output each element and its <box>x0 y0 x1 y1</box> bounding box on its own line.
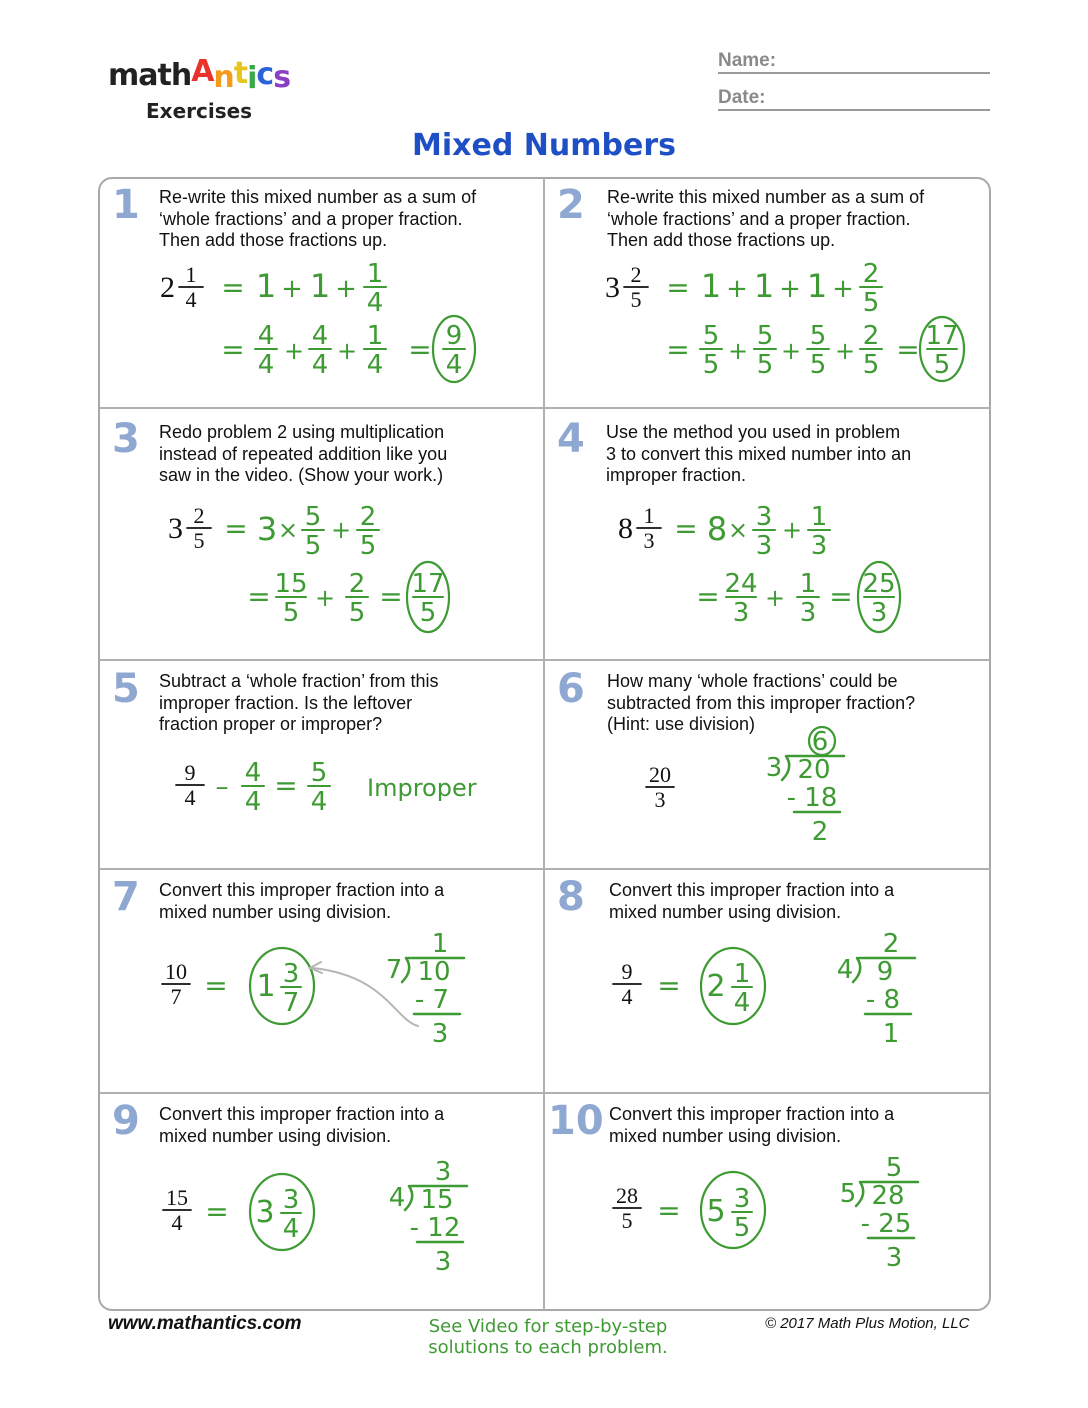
work-text: = <box>247 580 271 613</box>
work-text: 8 <box>706 510 728 548</box>
problem-number-8: 8 <box>557 874 585 920</box>
fraction-denominator: 4 <box>171 1210 183 1235</box>
work-text: 1 <box>256 969 276 1004</box>
divisor: 7 <box>385 955 403 985</box>
fraction-denominator: 7 <box>170 984 182 1009</box>
division-bracket <box>782 756 789 780</box>
problem-text-9: Convert this improper fraction into a mixed number using division. <box>159 1104 445 1146</box>
work-text: 3 <box>256 510 278 548</box>
divisor: 3 <box>765 753 783 783</box>
work-text: 3 <box>255 1195 275 1230</box>
fraction-denominator: 5 <box>756 350 774 380</box>
work-text: = <box>674 512 698 545</box>
work-text: + <box>330 516 352 544</box>
divisor: 4 <box>388 1183 406 1213</box>
brand-letter: s <box>273 60 291 95</box>
division-bracket <box>405 1186 412 1210</box>
fraction-denominator: 3 <box>643 528 655 553</box>
work-text: = <box>274 769 298 802</box>
fraction-numerator: 17 <box>411 569 445 599</box>
fraction-denominator: 4 <box>366 288 384 318</box>
problem-text-3: Redo problem 2 using multiplication instead of repeated addition like you saw in the video. (Show your work.) <box>159 422 448 485</box>
brand-letter: n <box>213 60 234 95</box>
fraction-numerator: 4 <box>244 758 262 788</box>
fraction-denominator: 5 <box>630 287 642 312</box>
work-text: + <box>834 337 856 365</box>
fraction-denominator: 5 <box>359 531 377 561</box>
remainder: 3 <box>431 1019 449 1049</box>
page-title: Mixed Numbers <box>412 128 676 163</box>
fraction-numerator: 4 <box>257 321 275 351</box>
divisor: 4 <box>836 955 854 985</box>
fraction-numerator: 1 <box>810 502 828 532</box>
problem-number-7: 7 <box>112 874 140 920</box>
fraction-numerator: 5 <box>310 758 328 788</box>
work-text: + <box>335 274 357 304</box>
quotient: 5 <box>885 1153 903 1183</box>
work-text: = <box>666 271 690 304</box>
dividend: 9 <box>876 957 894 987</box>
quotient: 6 <box>811 727 829 757</box>
given-whole: 8 <box>618 512 633 545</box>
fraction-numerator: 9 <box>184 760 196 785</box>
problem-text-8: Convert this improper fraction into a mixed number using division. <box>609 880 895 922</box>
subtrahend: - 18 <box>786 783 838 813</box>
fraction-numerator: 15 <box>166 1185 188 1210</box>
fraction-denominator: 3 <box>732 598 750 628</box>
brand-math: math <box>108 58 192 93</box>
work-text: 1 <box>700 267 722 305</box>
fraction-denominator: 5 <box>282 598 300 628</box>
fraction-denominator: 5 <box>809 350 827 380</box>
work-text: × <box>277 516 299 544</box>
work-text: = <box>224 512 248 545</box>
problem-number-5: 5 <box>112 666 140 712</box>
fraction-numerator: 2 <box>862 321 880 351</box>
fraction-denominator: 4 <box>282 1214 300 1244</box>
fraction-numerator: 10 <box>165 959 187 984</box>
work-text: 1 <box>255 267 277 305</box>
fraction-numerator: 17 <box>925 321 959 351</box>
fraction-numerator: 2 <box>193 503 205 528</box>
problem-number-6: 6 <box>557 666 585 712</box>
fraction-numerator: 9 <box>445 321 463 351</box>
work-text: = <box>896 333 920 366</box>
division-bracket <box>402 958 409 982</box>
remainder: 2 <box>811 817 829 847</box>
problem-number-3: 3 <box>112 416 140 462</box>
fraction-denominator: 4 <box>311 350 329 380</box>
work-text: = <box>666 333 690 366</box>
fraction-numerator: 15 <box>274 569 308 599</box>
fraction-numerator: 1 <box>799 569 817 599</box>
fraction-denominator: 5 <box>348 598 366 628</box>
work-text: 1 <box>806 267 828 305</box>
work-text: = <box>221 271 245 304</box>
fraction-denominator: 5 <box>193 528 205 553</box>
fraction-numerator: 2 <box>630 262 642 287</box>
date-label: Date: <box>718 87 766 108</box>
work-text: 1 <box>309 267 331 305</box>
fraction-numerator: 1 <box>366 321 384 351</box>
problem-text-10: Convert this improper fraction into a mixed number using division. <box>609 1104 895 1146</box>
problem-text-5: Subtract a ‘whole fraction’ from this improper fraction. Is the leftover fraction proper or improper? <box>159 671 439 734</box>
fraction-numerator: 2 <box>862 259 880 289</box>
problem-text-2: Re-write this mixed number as a sum of ‘whole fractions’ and a proper fraction. Then add those fractions up. <box>607 187 925 250</box>
work-text: = <box>657 969 681 1002</box>
fraction-denominator: 5 <box>304 531 322 561</box>
fraction-numerator: 2 <box>359 502 377 532</box>
footer-url[interactable]: www.mathantics.com <box>108 1313 302 1334</box>
work-text: 2 <box>706 969 726 1004</box>
problem-text-6: How many ‘whole fractions’ could be subtracted from this improper fraction? (Hint: use division) <box>607 671 916 734</box>
subtrahend: - 8 <box>865 985 901 1015</box>
problem-text-1: Re-write this mixed number as a sum of ‘whole fractions’ and a proper fraction. Then add those fractions up. <box>159 187 477 250</box>
problem-number-9: 9 <box>112 1098 140 1144</box>
problem-number-2: 2 <box>557 182 585 228</box>
footer-copyright: © 2017 Math Plus Motion, LLC <box>765 1315 970 1332</box>
work-text: + <box>764 584 786 612</box>
work-text: + <box>283 337 305 365</box>
subtrahend: - 12 <box>409 1213 461 1243</box>
work-text: – <box>215 772 229 802</box>
problem-number-4: 4 <box>557 416 585 462</box>
fraction-numerator: 24 <box>724 569 758 599</box>
fraction-denominator: 4 <box>257 350 275 380</box>
brand-letter: t <box>233 56 248 91</box>
work-text: = <box>204 969 228 1002</box>
fraction-numerator: 1 <box>643 503 655 528</box>
work-text: + <box>281 274 303 304</box>
given-whole: 3 <box>605 271 620 304</box>
footer-note: See Video for step-by-step solutions to each problem. <box>428 1316 668 1358</box>
dividend: 10 <box>417 957 451 987</box>
brand-subtitle: Exercises <box>146 99 253 123</box>
work-text: + <box>780 337 802 365</box>
remainder: 3 <box>434 1247 452 1277</box>
fraction-numerator: 2 <box>348 569 366 599</box>
work-text: = <box>829 580 853 613</box>
fraction-numerator: 20 <box>649 762 671 787</box>
fraction-denominator: 5 <box>933 350 951 380</box>
given-whole: 3 <box>168 512 183 545</box>
name-label: Name: <box>718 50 777 71</box>
fraction-numerator: 5 <box>756 321 774 351</box>
work-text: = <box>408 333 432 366</box>
fraction-numerator: 5 <box>702 321 720 351</box>
division-bracket <box>853 958 860 982</box>
fraction-numerator: 3 <box>733 1184 751 1214</box>
remainder: 3 <box>885 1243 903 1273</box>
divisor: 5 <box>839 1179 857 1209</box>
subtrahend: - 7 <box>414 985 450 1015</box>
fraction-denominator: 4 <box>244 787 262 817</box>
answer-word: Improper <box>367 774 477 802</box>
fraction-denominator: 4 <box>366 350 384 380</box>
fraction-denominator: 4 <box>185 287 197 312</box>
division-bracket <box>856 1182 863 1206</box>
dividend: 28 <box>871 1181 905 1211</box>
fraction-denominator: 4 <box>733 988 751 1018</box>
fraction-numerator: 1 <box>366 259 384 289</box>
work-text: + <box>781 516 803 544</box>
work-text: = <box>221 333 245 366</box>
fraction-numerator: 3 <box>755 502 773 532</box>
problem-number-10: 10 <box>548 1098 604 1144</box>
work-text: × <box>727 516 749 544</box>
fraction-denominator: 3 <box>654 787 666 812</box>
fraction-numerator: 3 <box>282 1185 300 1215</box>
fraction-denominator: 5 <box>702 350 720 380</box>
work-text: = <box>696 580 720 613</box>
work-text: + <box>336 337 358 365</box>
problem-number-1: 1 <box>112 182 140 228</box>
fraction-denominator: 3 <box>870 598 888 628</box>
fraction-denominator: 5 <box>621 1208 633 1233</box>
fraction-numerator: 5 <box>304 502 322 532</box>
work-text: + <box>314 584 336 612</box>
brand-letter: A <box>191 54 214 89</box>
subtrahend: - 25 <box>860 1209 912 1239</box>
dividend: 15 <box>420 1185 454 1215</box>
fraction-denominator: 4 <box>310 787 328 817</box>
brand-letter: c <box>256 57 274 92</box>
fraction-denominator: 7 <box>282 988 300 1018</box>
problem-text-4: Use the method you used in problem 3 to convert this mixed number into an improper fraction. <box>606 422 912 485</box>
given-whole: 2 <box>160 271 175 304</box>
work-text: 1 <box>753 267 775 305</box>
work-text: 5 <box>706 1194 726 1229</box>
fraction-denominator: 5 <box>862 350 880 380</box>
fraction-denominator: 5 <box>733 1213 751 1243</box>
brand-letter: i <box>247 61 257 96</box>
quotient: 1 <box>431 929 449 959</box>
work-text: = <box>657 1194 681 1227</box>
fraction-denominator: 3 <box>799 598 817 628</box>
fraction-numerator: 5 <box>809 321 827 351</box>
problem-text-7: Convert this improper fraction into a mixed number using division. <box>159 880 445 922</box>
fraction-numerator: 3 <box>282 959 300 989</box>
fraction-numerator: 1 <box>185 262 197 287</box>
fraction-numerator: 1 <box>733 959 751 989</box>
fraction-denominator: 4 <box>445 350 463 380</box>
work-text: + <box>726 274 748 304</box>
fraction-denominator: 4 <box>621 984 633 1009</box>
fraction-denominator: 4 <box>184 785 196 810</box>
fraction-numerator: 25 <box>862 569 896 599</box>
fraction-numerator: 4 <box>311 321 329 351</box>
quotient: 2 <box>882 929 900 959</box>
fraction-denominator: 3 <box>810 531 828 561</box>
work-text: + <box>832 274 854 304</box>
work-text: + <box>727 337 749 365</box>
dividend: 20 <box>797 755 831 785</box>
work-text: + <box>779 274 801 304</box>
fraction-numerator: 28 <box>616 1183 638 1208</box>
quotient: 3 <box>434 1157 452 1187</box>
work-text: = <box>379 580 403 613</box>
fraction-numerator: 9 <box>621 959 633 984</box>
fraction-denominator: 3 <box>755 531 773 561</box>
fraction-denominator: 5 <box>862 288 880 318</box>
work-text: = <box>205 1195 229 1228</box>
fraction-denominator: 5 <box>419 598 437 628</box>
remainder: 1 <box>882 1019 900 1049</box>
